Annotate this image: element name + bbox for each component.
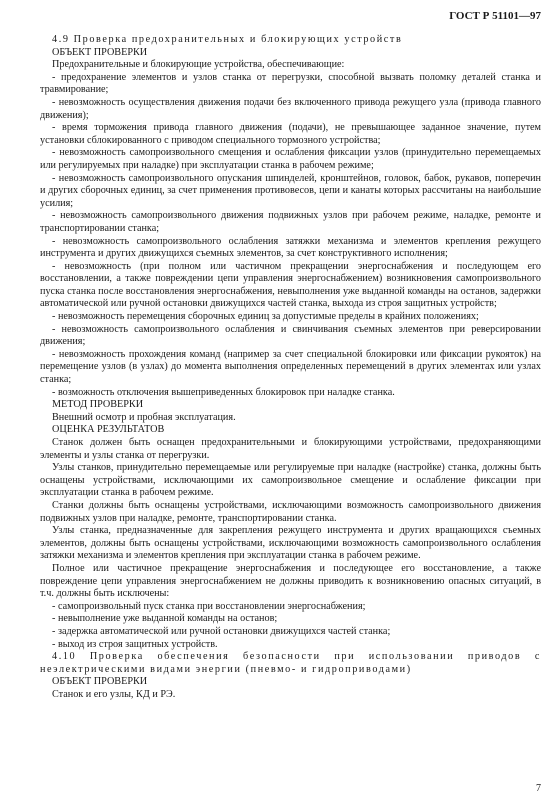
paragraph: - невозможность (при полном или частичном прекращении энергоснабжения и последующем его восстановлении, а также повреждении цепи управления энергоснабжением) возникновения самопроизвольного пуска станка после восстановления энергоснабжения, невыполнения уже выданной команды на останов, задержки автоматической или ручной остановки движущихся частей станка, выхода из строя защитных устройств; xyxy=(40,260,541,310)
document-body xyxy=(40,34,541,701)
paragraph: Узлы станка, предназначенные для закрепления режущего инструмента и других вращающихся съемных элементов, должны быть оснащены устройствами, исключающими возможность самопроизвольного ослабления затяжки механизма и элементов крепления при эксплуатации станка в рабочем режиме. xyxy=(40,525,541,562)
paragraph: ОБЪЕКТ ПРОВЕРКИ xyxy=(52,46,148,58)
paragraph: - невозможность самопроизвольного движения подвижных узлов при рабочем режиме, наладке, ремонте и транспортировании станка; xyxy=(40,210,541,234)
paragraph: Станок должен быть оснащен предохранительными и блокирующими устройствами, предохраняющими элементы и узлы станка от перегрузки. xyxy=(40,437,541,461)
paragraph: - невозможность осуществления движения подачи без включенного привода режущего узла (привода главного движения); xyxy=(40,96,541,121)
paragraph: Полное или частичное прекращение энергоснабжения и последующее его восстановление, а также повреждение цепи управления энергоснабжением не должны приводить к возникновению опасных ситуаций, в т.ч. должны быть исключены: xyxy=(40,562,541,600)
paragraph: - возможность отключения вышеприведенных блокировок при наладке станка. xyxy=(52,386,395,398)
paragraph: Внешний осмотр и пробная эксплуатация. xyxy=(52,411,236,423)
paragraph: - невозможность самопроизвольного ослабления затяжки механизма и элементов крепления режущего инструмента и других движущихся съемных элементов, за счет конструктивного исполнения; xyxy=(40,235,541,260)
paragraph: Станок и его узлы, КД и РЭ. xyxy=(52,688,176,700)
paragraph: - невозможность самопроизвольного опускания шпинделей, кронштейнов, головок, бабок, рукавов, поперечин и других сборочных единиц, за счет применения противовесов, цепи и канаты которых рассчитаны на наибольшие усилия; xyxy=(40,172,541,209)
paragraph: - невозможность перемещения сборочных единиц за допустимые пределы в крайних положениях; xyxy=(52,311,479,323)
paragraph: МЕТОД ПРОВЕРКИ xyxy=(52,399,144,411)
paragraph: ОБЪЕКТ ПРОВЕРКИ xyxy=(52,676,148,688)
standard-header: ГОСТ Р 51101—97 xyxy=(449,10,541,22)
paragraph: - время торможения привода главного движения (подачи), не превышающее заданное значение, путем установки сблокированного с приводом специального тормозного устройства; xyxy=(40,122,541,146)
paragraph: - самопроизвольный пуск станка при восстановлении энергоснабжения; xyxy=(52,600,366,612)
paragraph: Станки должны быть оснащены устройствами, исключающими возможность самопроизвольного движения подвижных узлов при наладке, ремонте, транспортировании станка. xyxy=(40,499,541,524)
page-number: 7 xyxy=(536,783,541,795)
paragraph: - предохранение элементов и узлов станка от перегрузки, способной вызвать поломку деталей станка и травмирование; xyxy=(40,71,541,96)
paragraph: - задержка автоматической или ручной остановки движущихся частей станка; xyxy=(52,625,391,637)
paragraph: - невозможность прохождения команд (например за счет специальной блокировки или фиксации рукояток) на перемещение узлов (в узлах) до момента выполнения определенных перемещений в других элементах или узлах станка; xyxy=(40,348,541,386)
paragraph: - невозможность самопроизвольного смещения и ослабления фиксации узлов (принудительно перемещаемых или регулируемых при наладке) при эксплуатации станка в рабочем режиме; xyxy=(40,147,541,171)
paragraph: Узлы станков, принудительно перемещаемые или регулируемые при наладке (настройке) станка, должны быть оснащены устройствами, исключающими их самопроизвольное смещение и ослабление фиксации при эксплуатации станка в рабочем режиме. xyxy=(40,462,541,499)
paragraph: ОЦЕНКА РЕЗУЛЬТАТОВ xyxy=(52,424,165,436)
paragraph: Предохранительные и блокирующие устройства, обеспечивающие: xyxy=(52,59,345,71)
paragraph: - невозможность самопроизвольного ослабления и свинчивания съемных элементов при реверсировании движения; xyxy=(40,323,541,348)
paragraph: 4.10 Проверка обеспечения безопасности при использовании приводов с неэлектрическими видами энергии (пневмо- и гидроприводами) xyxy=(40,651,541,675)
paragraph: - выход из строя защитных устройств. xyxy=(52,638,218,650)
paragraph: - невыполнение уже выданной команды на останов; xyxy=(52,613,278,625)
paragraph: 4.9 Проверка предохранительных и блокирующих устройств xyxy=(52,34,403,45)
